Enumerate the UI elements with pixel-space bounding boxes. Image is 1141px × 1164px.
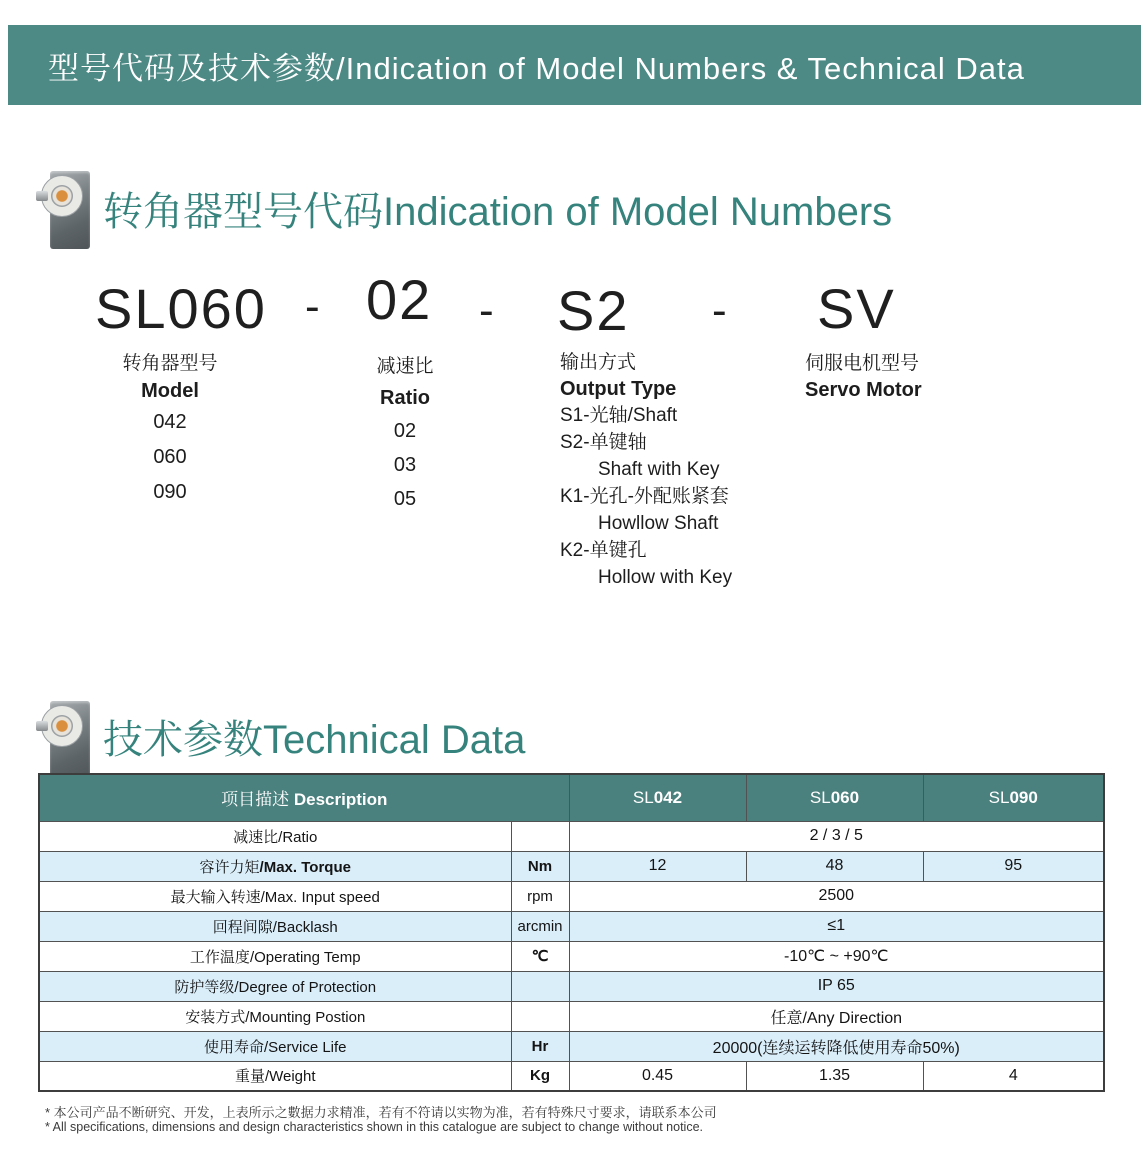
code-ratio: 02 — [366, 268, 433, 331]
code-output-type: S2 — [557, 279, 630, 342]
row-label-en: /Ratio — [278, 828, 318, 846]
table-row-ratio — [39, 821, 1104, 851]
output-option: K1-光孔-外配账紧套 — [560, 486, 729, 507]
legend-servo-en: Servo Motor — [805, 379, 922, 401]
code-servo-motor: SV — [817, 277, 896, 340]
row-label — [39, 911, 511, 941]
row-label-en: /Mounting Postion — [245, 1008, 366, 1026]
model-option: 060 — [153, 446, 187, 468]
header-model-prefix: SL — [809, 787, 831, 807]
section-title-technical-data: 技术参数Technical Data — [103, 718, 526, 762]
ratio-option: 03 — [393, 454, 417, 476]
table-header-row — [39, 774, 1104, 821]
row-value: ≤1 — [569, 911, 1104, 941]
legend-model-en: Model — [141, 380, 199, 402]
row-label-en: /Operating Temp — [249, 948, 361, 966]
legend-ratio-column — [345, 352, 465, 516]
header-description — [39, 774, 569, 821]
output-option-sub: Shaft with Key — [598, 459, 720, 480]
row-value-sl042: 12 — [569, 851, 746, 881]
row-label-cn: 工作温度 — [189, 948, 250, 966]
gearbox-shaft — [36, 721, 48, 731]
row-label-cn: 减速比 — [233, 828, 279, 846]
row-value-sl090: 95 — [923, 851, 1104, 881]
gearbox-hub — [51, 185, 73, 207]
section-title-model-numbers: 转角器型号代码Indication of Model Numbers — [103, 190, 893, 234]
gearbox-shaft — [36, 191, 48, 201]
legend-output-column — [560, 350, 840, 591]
table-row-mounting-position — [39, 1001, 1104, 1031]
row-label-en: /Max. Torque — [259, 858, 351, 876]
row-value-sl090: 4 — [923, 1061, 1104, 1091]
model-option: 042 — [153, 411, 187, 433]
header-model-prefix: SL — [632, 787, 654, 807]
gearbox-icon — [36, 168, 96, 252]
header-sl060 — [746, 774, 923, 821]
gearbox-icon — [36, 698, 96, 782]
legend-servo-cn: 伺服电机型号 — [805, 353, 920, 374]
legend-ratio-en: Ratio — [380, 387, 430, 409]
row-label — [39, 1061, 511, 1091]
row-label-cn: 回程间隙 — [212, 918, 273, 936]
code-model: SL060 — [95, 277, 267, 340]
output-option: S2-单键轴 — [560, 432, 647, 453]
row-unit: Kg — [511, 1061, 569, 1091]
row-value: 任意/Any Direction — [569, 1001, 1104, 1031]
row-value-sl060: 48 — [746, 851, 923, 881]
header-model-num: 090 — [1009, 787, 1038, 807]
legend-servo-column — [805, 350, 1045, 403]
row-value-sl042: 0.45 — [569, 1061, 746, 1091]
header-description-en: Description — [293, 790, 388, 810]
code-separator: - — [712, 286, 729, 335]
row-value: -10℃ ~ +90℃ — [569, 941, 1104, 971]
gearbox-hub — [51, 715, 73, 737]
row-unit — [511, 971, 569, 1001]
row-label — [39, 881, 511, 911]
row-label-cn: 防护等级 — [174, 978, 235, 996]
page-header-banner — [8, 25, 1141, 105]
row-unit — [511, 1001, 569, 1031]
table-row-max-input-speed — [39, 881, 1104, 911]
row-label-cn: 重量 — [234, 1068, 265, 1086]
row-unit: arcmin — [511, 911, 569, 941]
table-row-service-life — [39, 1031, 1104, 1061]
row-label — [39, 821, 511, 851]
output-option: K2-单键孔 — [560, 540, 647, 561]
table-row-backlash — [39, 911, 1104, 941]
row-label-cn: 容许力矩 — [199, 858, 260, 876]
table-row-max-torque — [39, 851, 1104, 881]
row-label-en: /Backlash — [272, 918, 338, 936]
row-label — [39, 971, 511, 1001]
row-label — [39, 851, 511, 881]
row-unit — [511, 821, 569, 851]
row-label-cn: 安装方式 — [185, 1008, 246, 1026]
legend-output-en: Output Type — [560, 378, 677, 400]
ratio-option: 02 — [393, 420, 417, 442]
table-row-weight — [39, 1061, 1104, 1091]
header-model-num: 042 — [653, 787, 683, 807]
header-sl090 — [923, 774, 1104, 821]
row-label — [39, 1001, 511, 1031]
ratio-option: 05 — [393, 488, 417, 510]
row-label-en: /Weight — [264, 1068, 316, 1086]
row-unit: Nm — [511, 851, 569, 881]
row-label — [39, 1031, 511, 1061]
row-label-en: /Degree of Protection — [234, 978, 377, 996]
code-separator: - — [305, 282, 322, 331]
legend-model-column — [90, 350, 250, 510]
technical-data-table — [38, 773, 1105, 1092]
output-option: S1-光轴/Shaft — [560, 405, 678, 426]
header-description-cn: 项目描述 — [221, 790, 294, 810]
legend-model-cn: 转角器型号 — [122, 353, 218, 374]
row-label-en: /Service Life — [263, 1038, 347, 1056]
legend-ratio-cn: 减速比 — [376, 356, 434, 377]
row-value: 2 / 3 / 5 — [569, 821, 1104, 851]
row-label-cn: 使用寿命 — [203, 1038, 264, 1056]
model-code — [0, 268, 1141, 342]
model-option: 090 — [153, 481, 187, 503]
output-option-sub: Howllow Shaft — [598, 513, 719, 534]
row-label-en: /Max. Input speed — [260, 888, 380, 906]
code-separator: - — [479, 286, 496, 335]
row-value: 2500 — [569, 881, 1104, 911]
footnote-en: * All specifications, dimensions and design characteristics shown in this catalogue are subject to change without notice. — [45, 1120, 704, 1134]
table-row-operating-temp — [39, 941, 1104, 971]
header-sl042 — [569, 774, 746, 821]
header-model-num: 060 — [830, 787, 860, 807]
row-label — [39, 941, 511, 971]
header-model-prefix: SL — [988, 787, 1010, 807]
row-value: 20000(连续运转降低使用寿命50%) — [569, 1031, 1104, 1061]
row-label-cn: 最大输入转速 — [170, 888, 261, 906]
row-value-sl060: 1.35 — [746, 1061, 923, 1091]
row-unit: ℃ — [511, 941, 569, 971]
row-unit: rpm — [511, 881, 569, 911]
table-row-degree-of-protection — [39, 971, 1104, 1001]
output-option-sub: Hollow with Key — [598, 567, 733, 588]
row-unit: Hr — [511, 1031, 569, 1061]
legend-output-cn: 输出方式 — [560, 352, 637, 373]
row-value: IP 65 — [569, 971, 1104, 1001]
footnote-cn: * 本公司产品不断研究、开发，上表所示之數据力求精准，若有不符请以实物为准，若有特殊尺寸要求，请联系本公司 — [45, 1105, 717, 1120]
page-title: 型号代码及技术参数/Indication of Model Numbers & Technical Data — [48, 50, 1025, 86]
